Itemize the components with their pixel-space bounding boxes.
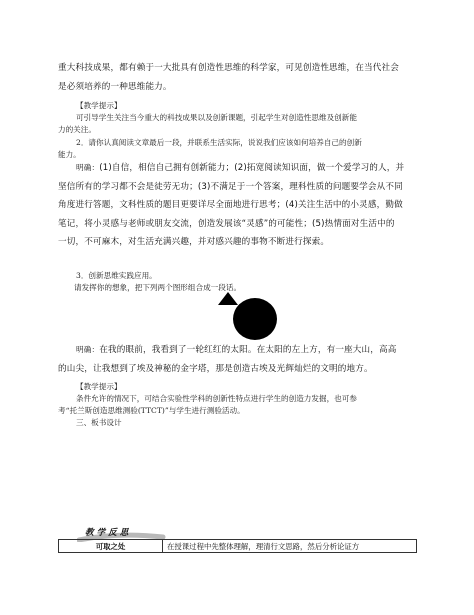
para1-line: 是必须培养的一种思维能力。 [58,81,172,92]
answer-2-first-line [58,341,397,360]
answer-1-text: (1)自信，相信自己拥有创新能力；(2)拓宽阅读知识面，做一个爱学习的人，并 [99,163,405,173]
para1-line: 重大科技成果，都有赖于一大批具有创造性思维的科学家，可见创造性思维，在当代社会 [58,63,400,73]
teaching-tip-2 [58,381,357,429]
tip2-heading: 【教学提示】 [76,382,122,391]
question-3 [76,270,241,294]
tip1-line: 可引导学生关注当今重大的科技成果以及创新课题，引起学生对创造性思维及创新能 [76,113,357,122]
triangle-shape [218,292,238,305]
tip2-line: 考“托兰斯创造思维测验(TTCT)”与学生进行测验活动。 [58,406,245,415]
answer-1-line: 一切，不可麻木，对生活充满兴趣，并对感兴趣的事物不断进行探索。 [58,237,330,247]
table-label-cell: 可取之处 [59,540,163,553]
reflection-title: 教 学 反 思 [85,528,129,538]
tip1-line: 力的关注。 [58,125,96,134]
question-2-line: 2．请你认真阅读文章最后一段，并联系生活实际，说说我们应该如何培养自己的创新 [76,138,362,147]
question-2 [58,137,362,161]
question-3-line: 请发挥你的想象，把下列两个图形组合成一段话。 [74,283,242,292]
answer-2 [58,341,397,378]
answer-2-line: 的山尖，让我想到了埃及神秘的金字塔，那是创造古埃及光辉灿烂的文明的地方。 [58,363,373,374]
tip2-line: 条件允许的情况下，可结合实验性学科的创新性特点进行学生的创造力发掘，也可参 [76,394,357,403]
answer-1-label: 明确： [76,163,100,172]
board-design-heading: 三、板书设计 [76,418,122,427]
tip1-heading: 【教学提示】 [76,101,122,110]
teaching-tip-1 [58,100,357,136]
question-3-line: 3．创新思维实践应用。 [76,271,157,280]
answer-2-label: 明确： [76,345,100,354]
answer-1-line: 角度进行答题，文科性质的题目更要详尽全面地进行思考；(4)关注生活中的小灵感，勤做 [58,200,403,210]
question-2-line: 能力。 [58,150,81,159]
answer-1-first-line [58,159,404,178]
answer-1-line: 坚信所有的学习都不会是徒劳无功；(3)不满足于一个答案，理科性质的问题要学会从不同 [58,181,403,192]
answer-2-text: 在我的眼前，我看到了一轮红红的太阳。在太阳的左上方，有一座大山，高高 [99,345,397,355]
circle-shape [233,298,277,340]
answer-1-line: 笔记，将小灵感与老师或朋友交流，创造发展该“灵感”的可能性；(5)热情面对生活中的 [58,218,395,229]
reflection-table [58,539,417,553]
table-row [59,540,417,553]
shapes-figure [215,292,290,342]
para1 [58,59,399,96]
answer-1 [58,159,404,252]
table-content-cell: 在授课过程中先整体理解，理清行文思路，然后分析论证方 [163,540,417,553]
